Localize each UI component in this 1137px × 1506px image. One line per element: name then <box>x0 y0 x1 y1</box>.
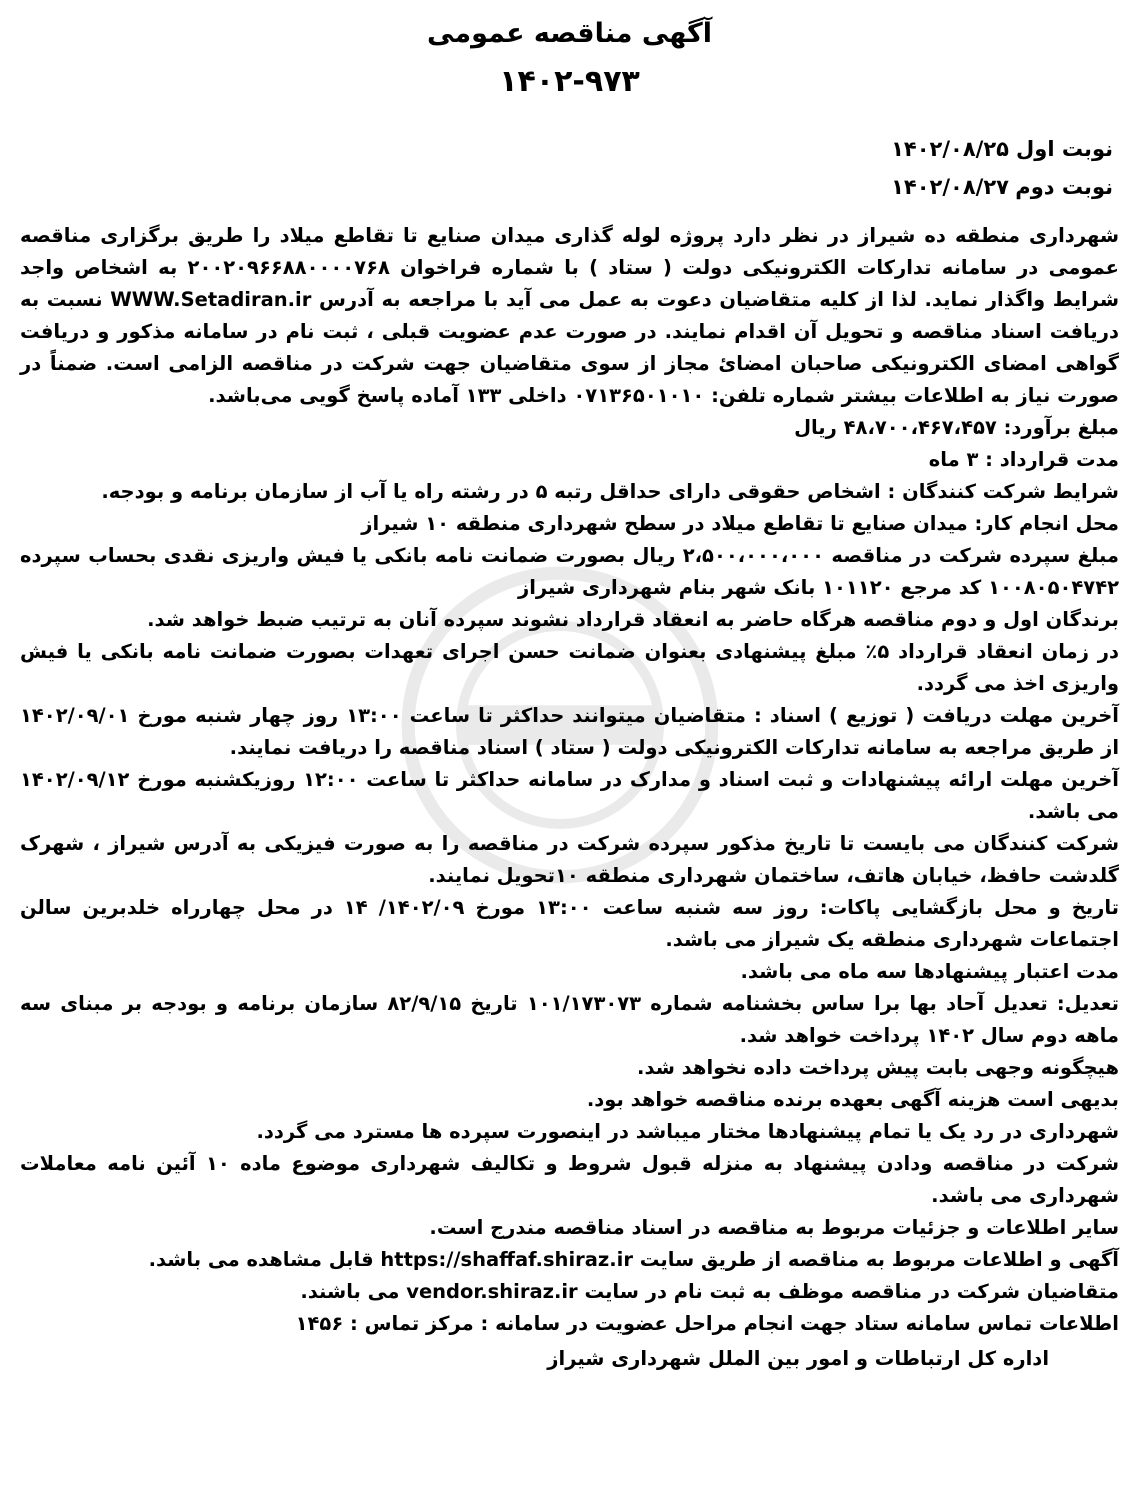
date-value: ۱۴۰۲/۰۸/۲۷ <box>891 175 1009 199</box>
contact-center: اطلاعات تماس سامانه ستاد جهت انجام مراحل عضویت در سامانه : مرکز تماس : ۱۴۵۶ <box>295 1312 1119 1335</box>
performance-guarantee: در زمان انعقاد قرارداد ۵٪ مبلغ پیشنهادی بعنوان ضمانت حسن اجرای تعهدات بصورت ضمانت نامه بانکی یا فیش واریزی اخذ می گردد. <box>20 640 1119 695</box>
acceptance-terms: شرکت در مناقصه ودادن پیشنهاد به منزله قبول شروط و تکالیف شهرداری موضوع ماده ۱۰ آئین نامه معاملات شهرداری می باشد. <box>20 1152 1120 1207</box>
notice-body <box>20 220 1119 1340</box>
issuer-signature: اداره کل ارتباطات و امور بین الملل شهرداری شیراز <box>547 1347 1049 1370</box>
contract-duration: مدت قرارداد : ۳ ماه <box>928 448 1119 471</box>
document-deadline: آخرین مهلت دریافت ( توزیع ) اسناد : متقاضیان میتوانند حداکثر تا ساعت ۱۳:۰۰ روز چهار شنبه مورخ ۱۴۰۲/۰۹/۰۱ از طریق مراجعه به سامانه تدارکات الکترونیکی دولت ( ستاد ) اسناد مناقصه را دریافت نمایند. <box>20 704 1119 759</box>
date-label: نوبت اول <box>1016 137 1113 161</box>
proposal-deadline: آخرین مهلت ارائه پیشنهادات و ثبت اسناد و مدارک در سامانه حداکثر تا ساعت ۱۲:۰۰ روزیکشنبه مورخ ۱۴۰۲/۰۹/۱۲ می باشد. <box>20 768 1119 823</box>
intro-paragraph: شهرداری منطقه ده شیراز در نظر دارد پروژه لوله گذاری میدان صنایع تا تقاطع میلاد را طریق برگزاری مناقصه عمومی در سامانه تدارکات الکترونیکی دولت ( ستاد ) با شماره فراخوان ۲۰۰۲۰۹۶۶۸۸۰۰۰۰۷۶۸ به اشخاص واجد شرایط واگذار نماید. لذا از کلیه متقاضیان دعوت به عمل می آید با مراجعه به آدرس WWW.Setadiran.ir نسبت به دریافت اسناد مناقصه و تحویل آن اقدام نمایند. در صورت عدم عضویت قبلی ، ثبت نام در سامانه مذکور و دریافت گواهی امضای الکترونیکی صاحبان امضائ مجاز از سوی متقاضیان جهت شرکت در مناقصه الزامی است. ضمناً در صورت نیاز به اطلاعات بیشتر شماره تلفن: ۰۷۱۳۶۵۰۱۰۱۰ داخلی ۱۳۳ آماده پاسخ گویی می‌باشد. <box>20 224 1120 407</box>
opening-date: تاریخ و محل بازگشایی پاکات: روز سه شنبه ساعت ۱۳:۰۰ مورخ ۱۴۰۲/۰۹/ ۱۴ در محل چهارراه خلدبرین سالن اجتماعات شهرداری منطقه یک شیراز می باشد. <box>20 896 1120 951</box>
second-publication-row <box>20 168 1113 206</box>
notice-title: آگهی مناقصه عمومی <box>427 18 712 49</box>
no-prepayment: هیچگونه وجهی بابت پیش پرداخت داده نخواهد شد. <box>637 1056 1119 1079</box>
deposit-delivery: شرکت کنندگان می بایست تا تاریخ مذکور سپرده شرکت در مناقصه را به صورت فیزیکی به آدرس شیراز ، شهرک گلدشت حافظ، خیابان هاتف، ساختمان شهرداری منطقه ۱۰تحویل نمایند. <box>20 832 1119 887</box>
tender-notice <box>20 0 1119 1506</box>
participant-conditions: شرایط شرکت کنندگان : اشخاص حقوقی دارای حداقل رتبه ۵ در رشته راه یا آب از سازمان برنامه و بودجه. <box>101 480 1119 503</box>
first-publication-row <box>20 130 1113 168</box>
deposit-amount: مبلغ سپرده شرکت در مناقصه ۲،۵۰۰،۰۰۰،۰۰۰ ریال بصورت ضمانت نامه بانکی یا فیش واریزی نقدی بحساب سپرده ۱۰۰۸۰۵۰۴۷۴۲ کد مرجع ۱۰۱۱۲۰ بانک شهر بنام شهرداری شیراز <box>20 544 1119 599</box>
tender-number: ۱۴۰۲-۹۷۳ <box>499 64 640 99</box>
date-value: ۱۴۰۲/۰۸/۲۵ <box>891 137 1009 161</box>
publication-dates <box>20 130 1119 206</box>
other-info: سایر اطلاعات و جزئیات مربوط به مناقصه در اسناد مناقصه مندرج است. <box>429 1216 1119 1239</box>
validity-period: مدت اعتبار پیشنهادها سه ماه می باشد. <box>740 960 1119 983</box>
work-location: محل انجام کار: میدان صنایع تا تقاطع میلاد در سطح شهرداری منطقه ۱۰ شیراز <box>361 512 1119 535</box>
adjustment: تعدیل: تعدیل آحاد بها برا ساس بخشنامه شماره ۱۰۱/۱۷۳۰۷۳ تاریخ ۸۲/۹/۱۵ سازمان برنامه و بودجه بر مبنای سه ماهه دوم سال ۱۴۰۲ پرداخت خواهد شد. <box>20 992 1119 1047</box>
rejection-right: شهرداری در رد یک یا تمام پیشنهادها مختار میباشد در اینصورت سپرده ها مسترد می گردد. <box>256 1120 1119 1143</box>
winners-deposit-note: برندگان اول و دوم مناقصه هرگاه حاضر به انعقاد قرارداد نشوند سپرده آنان به ترتیب ضبط خواهد شد. <box>147 608 1119 631</box>
advertising-cost: بدیهی است هزینه آگهی بعهده برنده مناقصه خواهد بود. <box>586 1088 1119 1111</box>
shaffaf-site-info: آگهی و اطلاعات مربوط به مناقصه از طریق سایت https://shaffaf.shiraz.ir قابل مشاهده می باشد. <box>148 1248 1119 1271</box>
estimate-amount: مبلغ برآورد: ۴۸،۷۰۰،۴۶۷،۴۵۷ ریال <box>794 416 1119 439</box>
date-label: نوبت دوم <box>1015 175 1113 199</box>
vendor-registration: متقاضیان شرکت در مناقصه موظف به ثبت نام در سایت vendor.shiraz.ir می باشند. <box>300 1280 1119 1303</box>
